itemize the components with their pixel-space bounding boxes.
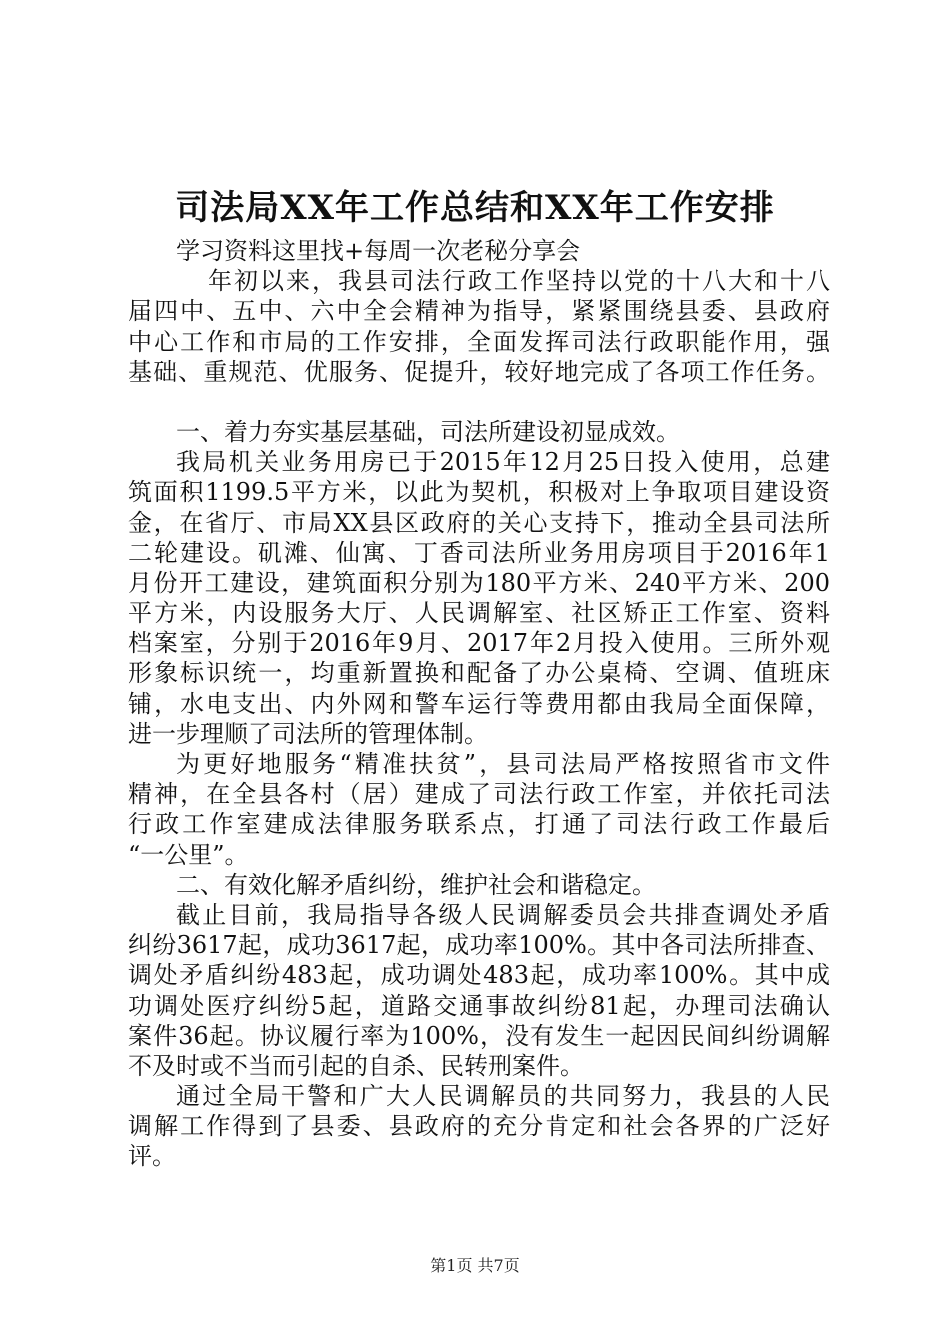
- paragraph-line: 形象标识统一，均重新置换和配备了办公桌椅、空调、值班床: [128, 659, 830, 688]
- paragraph-line: 纠纷3617起，成功3617起，成功率100%。其中各司法所排查、: [128, 931, 830, 960]
- paragraph-line: 调解工作得到了县委、县政府的充分肯定和社会各界的广泛好: [128, 1112, 830, 1141]
- paragraph-line: 我局机关业务用房已于2015年12月25日投入使用，总建: [176, 448, 830, 477]
- document-body: [128, 236, 830, 1172]
- paragraph-line: 功调处医疗纠纷5起，道路交通事故纠纷81起，办理司法确认: [128, 991, 830, 1020]
- paragraph-mediation-stats: [128, 900, 830, 1081]
- section-heading: 二、有效化解矛盾纠纷，维护社会和谐稳定。: [176, 870, 656, 899]
- paragraph-line: 铺，水电支出、内外网和警车运行等费用都由我局全面保障，: [128, 689, 830, 718]
- paragraph-line: 案件36起。协议履行率为100%，没有发生一起因民间纠纷调解: [128, 1021, 830, 1050]
- paragraph-line: “一公里”。: [128, 840, 249, 869]
- paragraph-line: 中心工作和市局的工作安排，全面发挥司法行政职能作用，强: [128, 327, 830, 356]
- paragraph-line: 年初以来，我县司法行政工作坚持以党的十八大和十八: [208, 267, 830, 296]
- paragraph-line: 调处矛盾纠纷483起，成功调处483起，成功率100%。其中成: [128, 961, 830, 990]
- paragraph-line: 为更好地服务“精准扶贫”，县司法局严格按照省市文件: [176, 750, 830, 778]
- section-heading-2: [128, 870, 830, 900]
- paragraph-line: 评。: [128, 1142, 176, 1171]
- document-title: 司法局XX年工作总结和XX年工作安排: [175, 188, 775, 228]
- paragraph-line: 月份开工建设，建筑面积分别为180平方米、240平方米、200: [128, 568, 830, 597]
- section-heading-1: [128, 417, 830, 447]
- paragraph-mediation-result: [128, 1081, 830, 1172]
- paragraph-line: 截止目前，我局指导各级人民调解委员会共排查调处矛盾: [176, 900, 830, 929]
- paragraph-line: 进一步理顺了司法所的管理体制。: [128, 719, 488, 748]
- paragraph-line: 金，在省厅、市局XX县区政府的关心支持下，推动全县司法所: [128, 508, 830, 537]
- paragraph-spacer: [128, 387, 830, 417]
- paragraph-intro: [128, 266, 830, 387]
- paragraph-line: 筑面积1199.5平方米，以此为契机，积极对上争取项目建设资: [128, 478, 830, 507]
- page-number-footer: 第1页 共7页: [430, 1256, 520, 1275]
- paragraph-poverty: [128, 749, 830, 870]
- paragraph-line: 二轮建设。矶滩、仙寓、丁香司法所业务用房项目于2016年1: [128, 538, 830, 567]
- paragraph-line: 通过全局干警和广大人民调解员的共同努力，我县的人民: [176, 1082, 830, 1111]
- paragraph-line: 不及时或不当而引起的自杀、民转刑案件。: [128, 1051, 584, 1080]
- paragraph-construction: [128, 447, 830, 749]
- paragraph-line: 届四中、五中、六中全会精神为指导，紧紧围绕县委、县政府: [128, 297, 830, 326]
- paragraph-line: 平方米，内设服务大厅、人民调解室、社区矫正工作室、资料: [128, 599, 830, 628]
- paragraph-line: 行政工作室建成法律服务联系点，打通了司法行政工作最后: [128, 810, 830, 839]
- paragraph-line: 基础、重规范、优服务、促提升，较好地完成了各项工作任务。: [128, 357, 830, 386]
- document-subtitle: 学习资料这里找+每周一次老秘分享会: [176, 237, 581, 265]
- section-heading: 一、着力夯实基层基础，司法所建设初显成效。: [176, 417, 680, 446]
- paragraph-line: 档案室，分别于2016年9月、2017年2月投入使用。三所外观: [128, 629, 830, 658]
- paragraph-line: 精神，在全县各村（居）建成了司法行政工作室，并依托司法: [128, 780, 830, 809]
